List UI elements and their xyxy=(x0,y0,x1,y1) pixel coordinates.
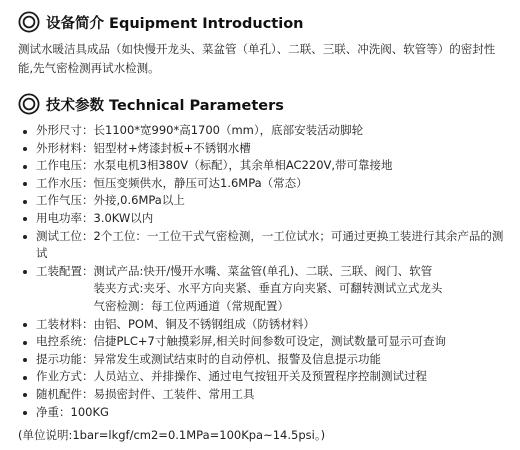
parameter-value: 铝型材+烤漆封板+不锈钢水槽 xyxy=(93,140,251,155)
parameter-item xyxy=(18,122,506,140)
parameter-item xyxy=(18,228,506,263)
tooling-config-line: 气密检测：每工位两通道（常规配置） xyxy=(93,298,289,313)
parameter-value: 3.0KW以内 xyxy=(93,210,154,225)
parameter-value: 2个工位：一工位干式气密检测，一工位试水；可通过更换工装进行其余产品的测试 xyxy=(36,228,504,261)
equipment-intro-title: 设备简介 Equipment Introduction xyxy=(46,15,304,32)
parameter-value: 长1100*宽990*高1700（mm），底部安装活动脚轮 xyxy=(93,123,364,137)
parameter-value: 恒压变频供水，静压可达1.6MPa（常态） xyxy=(93,175,308,190)
tooling-config-line: 测试产品:快开/慢开水嘴、菜盆管(单孔)、二联、三联、阀门、软管 xyxy=(93,263,433,278)
circle-radio-icon xyxy=(18,11,40,33)
parameter-value: 水泵电机3相380V（标配），其余单相AC220V,带可靠接地 xyxy=(93,158,393,173)
technical-parameters-heading xyxy=(18,92,506,116)
tooling-config-lines xyxy=(94,263,507,316)
parameter-value: 信捷PLC+7寸触摸彩屏,相关时间参数可设定，测试数量可显示可查询 xyxy=(93,334,446,349)
parameter-item xyxy=(18,351,506,369)
parameter-item xyxy=(18,316,506,334)
equipment-intro-heading xyxy=(18,10,506,34)
parameter-item xyxy=(18,140,506,158)
parameter-value: 100KG xyxy=(70,404,109,419)
parameter-value: 异常发生或测试结束时的自动停机、报警及信息提示功能 xyxy=(93,351,381,366)
parameter-item xyxy=(18,368,506,386)
parameter-label: 工作电压： xyxy=(36,158,94,173)
tooling-config-line: 装夹方式:夹牙、水平方向夹紧、垂直方向夹紧、可翻转测试立式龙头 xyxy=(93,281,443,296)
parameter-item xyxy=(18,192,506,210)
circle-radio-icon xyxy=(18,93,40,115)
parameter-label: 外形材料： xyxy=(36,140,94,155)
parameter-item xyxy=(18,386,506,404)
parameter-label: 用电功率： xyxy=(36,210,94,225)
parameter-item-tooling-config xyxy=(18,263,506,316)
parameter-value: 人员站立、并排操作、通过电气按钮开关及预置程序控制测试过程 xyxy=(93,369,427,384)
unit-note: (单位说明:1bar=lkgf/cm2=0.1MPa=100Kpa~14.5psi。) xyxy=(18,428,326,442)
parameter-value: 由铝、POM、铜及不锈钢组成（防锈材料） xyxy=(93,316,315,331)
parameter-label: 作业方式： xyxy=(36,369,94,384)
parameter-label: 提示功能： xyxy=(36,351,94,366)
parameter-item xyxy=(18,210,506,228)
parameter-label: 工作气压： xyxy=(36,193,94,208)
equipment-intro-text: 测试水暖洁具成品（如快慢开龙头、菜盆管（单孔）、二联、三联、冲洗阀、软管等）的密封性能,先气密检测再试水检测。 xyxy=(18,42,496,75)
parameter-item xyxy=(18,157,506,175)
parameter-item xyxy=(18,333,506,351)
parameter-item xyxy=(18,404,506,422)
parameter-label: 净重： xyxy=(36,404,71,419)
parameter-label: 测试工位： xyxy=(36,228,94,243)
parameter-label: 外形尺寸： xyxy=(36,123,94,137)
parameter-value: 易损密封件、工装件、常用工具 xyxy=(93,386,255,401)
parameter-value: 外接,0.6MPa以上 xyxy=(93,193,185,208)
parameter-label: 工作水压： xyxy=(36,175,94,190)
parameter-label: 工装配置： xyxy=(36,263,94,278)
parameter-list xyxy=(18,122,506,421)
parameter-label: 随机配件： xyxy=(36,386,94,401)
parameter-label: 工装材料： xyxy=(36,316,94,331)
parameter-item xyxy=(18,175,506,193)
parameter-label: 电控系统： xyxy=(36,334,94,349)
technical-parameters-title: 技术参数 Technical Parameters xyxy=(46,97,284,114)
